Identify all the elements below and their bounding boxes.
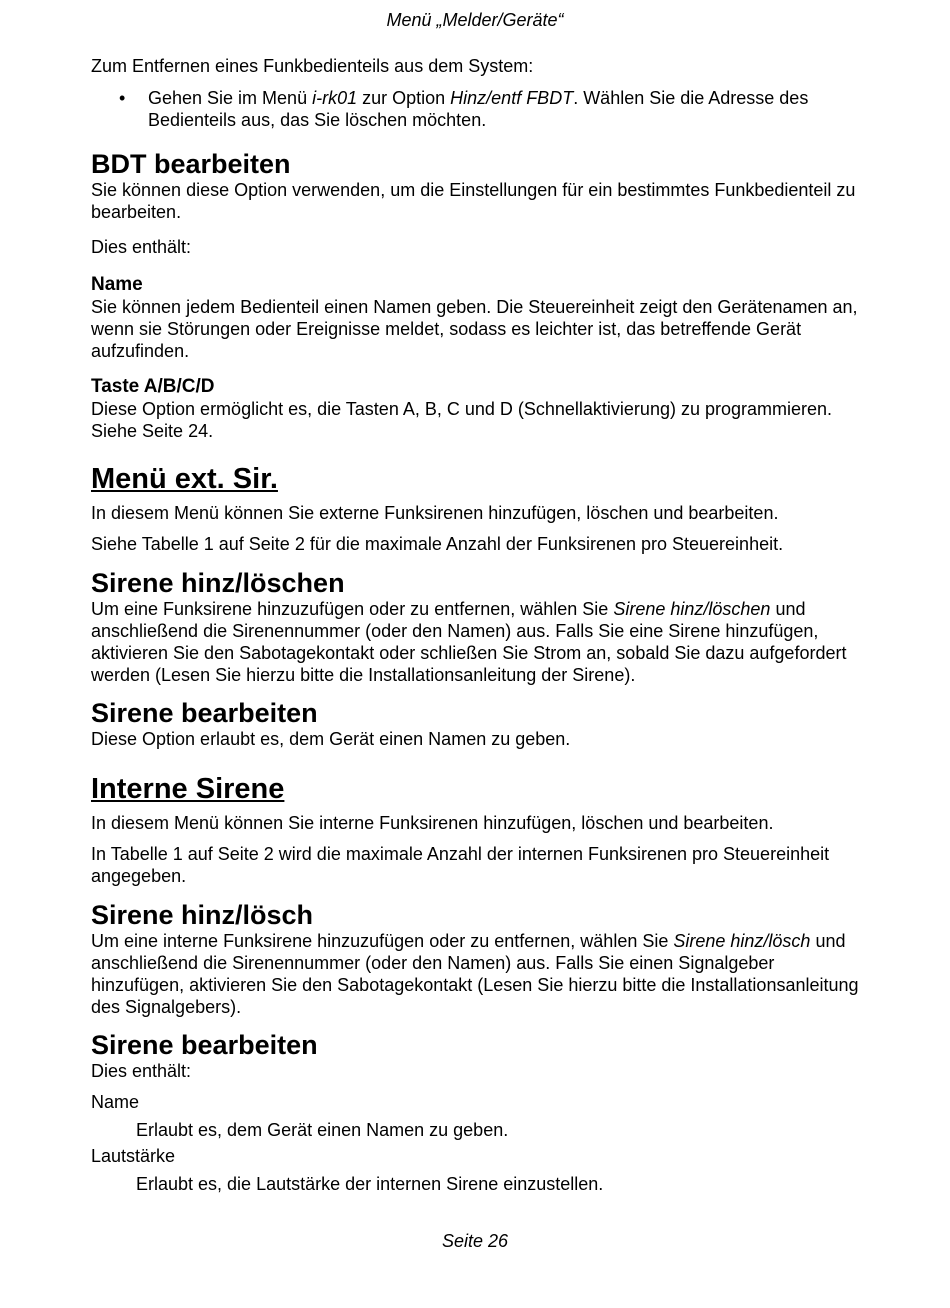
section-heading-int-siren-add: Sirene hinz/lösch xyxy=(91,900,314,930)
int-siren-volume-text: Erlaubt es, die Lautstärke der internen Sirene einzustellen. xyxy=(136,1174,604,1194)
page-header: Menü „Melder/Geräte“ xyxy=(386,10,564,30)
int-siren-text-2: In Tabelle 1 auf Seite 2 wird die maximale Anzahl der internen Funksirenen pro Steuereinheit angegeben. xyxy=(91,844,830,886)
ext-siren-text-2: Siehe Tabelle 1 auf Seite 2 für die maximale Anzahl der Funksirenen pro Steuereinheit. xyxy=(91,534,784,554)
page-content xyxy=(91,55,866,1195)
section-heading-int-siren-edit: Sirene bearbeiten xyxy=(91,1030,318,1060)
option-name: Sirene hinz/lösch xyxy=(673,931,811,951)
remove-keypad-intro: Zum Entfernen eines Funkbedienteils aus dem System: xyxy=(91,56,534,76)
option-name: Sirene hinz/löschen xyxy=(613,599,771,619)
ext-siren-edit-text: Diese Option erlaubt es, dem Gerät einen Namen zu geben. xyxy=(91,729,571,749)
name-description: Sie können jedem Bedienteil einen Namen geben. Die Steuereinheit zeigt den Gerätenamen an, wenn sie Störungen oder Ereignisse meldet, sodass es leichter ist, das betreffende Gerät aufzufinden. xyxy=(91,297,858,361)
int-siren-contains-label: Dies enthält: xyxy=(91,1061,192,1081)
bdt-edit-text: Sie können diese Option verwenden, um die Einstellungen für ein bestimmtes Funkbedienteil zu bearbeiten. xyxy=(91,180,856,222)
bdt-contains-label: Dies enthält: xyxy=(91,237,192,257)
subheading-name: Name xyxy=(91,274,143,295)
option-name: Hinz/entf FBDT xyxy=(450,88,574,108)
ext-siren-text-1: In diesem Menü können Sie externe Funksirenen hinzufügen, löschen und bearbeiten. xyxy=(91,503,779,523)
page-footer: Seite 26 xyxy=(441,1231,509,1251)
menu-name: i-rk01 xyxy=(312,88,358,108)
keys-description: Diese Option ermöglicht es, die Tasten A, B, C und D (Schnellaktivierung) zu programmieren. Siehe Seite 24. xyxy=(91,399,833,441)
int-siren-text-1: In diesem Menü können Sie interne Funksirenen hinzufügen, löschen und bearbeiten. xyxy=(91,813,774,833)
ext-siren-add-text: Um eine Funksirene hinzuzufügen oder zu entfernen, wählen Sie Sirene hinz/löschen und anschließend die Sirenennummer (oder den Namen) aus. Falls Sie eine Sirene hinzufügen, aktivieren Sie den Sabotagekontakt oder schließen Sie Strom an, sobald Sie dazu aufgefordert werden (Lesen Sie hierzu bitte die Installationsanleitung der Sirene). xyxy=(91,599,847,685)
section-heading-int-siren: Interne Sirene xyxy=(91,773,285,805)
list-item: • Gehen Sie im Menü i-rk01 zur Option Hinz/entf FBDT. Wählen Sie die Adresse des Bedienteils aus, das Sie löschen möchten. xyxy=(119,88,809,130)
section-heading-ext-siren-add: Sirene hinz/löschen xyxy=(91,568,345,598)
int-siren-add-text: Um eine interne Funksirene hinzuzufügen oder zu entfernen, wählen Sie Sirene hinz/lösch und anschließend die Sirenennummer (oder den Namen) aus. Falls Sie einen Signalgeber hinzufügen, aktivieren Sie den Sabotagekontakt (Lesen Sie hierzu bitte die Installationsanleitung des Signalgebers). xyxy=(91,931,859,1017)
section-heading-bdt-edit: BDT bearbeiten xyxy=(91,149,291,179)
int-siren-volume-label: Lautstärke xyxy=(91,1146,176,1166)
section-heading-ext-siren-menu: Menü ext. Sir. xyxy=(91,463,278,495)
int-siren-name-label: Name xyxy=(91,1092,140,1112)
bullet-icon: • xyxy=(119,88,126,108)
section-heading-ext-siren-edit: Sirene bearbeiten xyxy=(91,698,318,728)
int-siren-name-text: Erlaubt es, dem Gerät einen Namen zu geben. xyxy=(136,1120,509,1140)
bullet-list xyxy=(91,87,866,131)
subheading-keys: Taste A/B/C/D xyxy=(91,376,215,397)
